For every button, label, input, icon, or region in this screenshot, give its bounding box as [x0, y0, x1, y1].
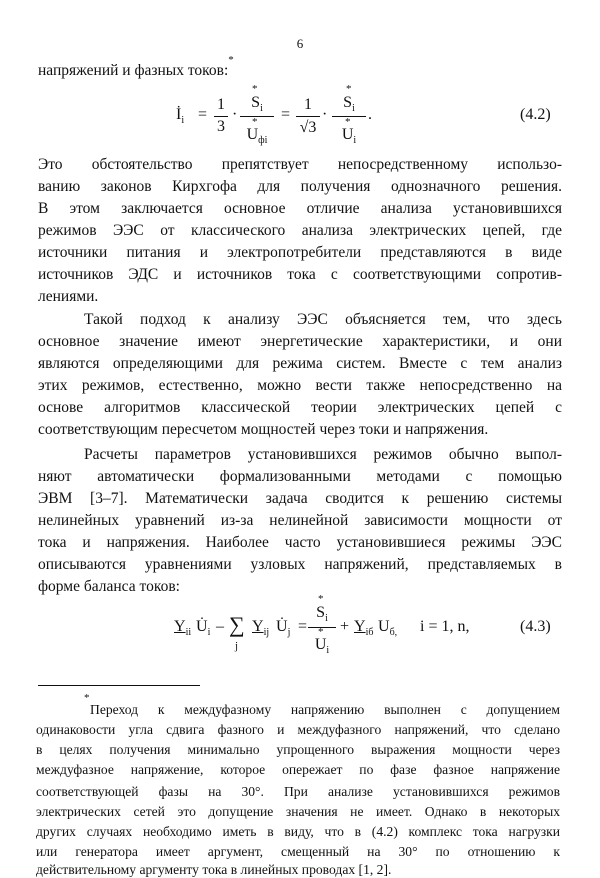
eq2-term-yib: $Y_{iб}$: [354, 618, 374, 638]
eq2-term-yii: $Y_{ii}$: [174, 618, 192, 638]
eq1-dot: ·: [232, 106, 238, 123]
eq2-term-uj: $U̇_j$: [276, 618, 291, 638]
footnote-line: Переход к междуфазному напряжению выполнен с допущением: [90, 702, 560, 717]
eq2-frac-den-star: *: [318, 626, 324, 638]
intro-text: напряжений и фазных токов:: [38, 62, 229, 79]
footnote-mark: *: [84, 692, 90, 704]
para3-line: нелинейных уравнений из-за нелинейной зависимости мощности от: [38, 512, 562, 529]
eq2-frac-num-star: *: [318, 593, 324, 605]
intro-footnote-mark: *: [228, 54, 234, 66]
eq1-coef2-den: √3: [299, 119, 317, 136]
eq2-frac-den: $U_i$: [314, 636, 330, 656]
para1-line: источников ЭДС и источников тока с соответствующими сопротив-: [38, 266, 562, 283]
eq1-coef1-den: 3: [217, 118, 225, 135]
eq1-equals-2: =: [281, 106, 291, 123]
eq1-lhs: $İ_i$: [176, 106, 185, 126]
eq1-coef2-num: 1: [304, 96, 312, 113]
eq1-coef1-bar: [214, 116, 228, 117]
para2-line: основное значение имеют энергетические характеристики, и они: [38, 333, 562, 350]
footnote-line: или генератора имеет аргумент, смещенный на 30° по отношению к: [36, 844, 560, 859]
eq1-coef1-num: 1: [217, 96, 225, 113]
eq2-frac-num: $S_i$: [316, 604, 328, 624]
eq2-index-range: i = 1, n,: [420, 618, 470, 635]
page-number: 6: [296, 36, 304, 51]
para2-line: являются определяющими для режима систем. Вместе с тем анализ: [38, 355, 562, 372]
footnote-line: других случаях необходимо иметь в виду, что в (4.2) комплекс тока нагрузки: [36, 824, 560, 839]
eq2-term-ub: $U_{б,}$: [378, 618, 398, 638]
para3-line: Расчеты параметров установившихся режимов обычно выпол-: [84, 446, 562, 463]
eq1-period: .: [368, 106, 372, 123]
para1-line: ванию законов Кирхгофа для получения однозначного решения.: [38, 178, 562, 195]
eq2-sum-index: j: [235, 640, 239, 652]
eq2-term-yij: $Y_{ij}$: [252, 618, 270, 638]
footnote-line: электрических сетей это допущение значения не имеет. Однако в некоторых: [36, 804, 560, 819]
equation-number-4-2: (4.2): [520, 106, 551, 123]
para1-line: режимов ЭЭС от классического анализа электрических цепей, где: [38, 222, 562, 239]
eq1-f2-num: $S_i$: [343, 94, 355, 114]
eq1-coef2-bar: [296, 116, 320, 117]
para3-line: тока и напряжения. Наиболее часто установившиеся режимы ЭЭС: [38, 534, 562, 551]
para1-line: лениями.: [38, 288, 99, 305]
footnote-line: одинаковости угла сдвига фазного и междуфазного напряжений, что сделано: [36, 722, 560, 737]
eq2-minus: –: [216, 618, 224, 635]
para2-line: основе алгоритмов классической теории электрических цепей с: [38, 399, 562, 416]
equation-number-4-3: (4.3): [520, 618, 551, 635]
para3-line: форме баланса токов:: [38, 578, 180, 595]
eq2-equals: =: [298, 618, 308, 635]
eq1-f1-den: $U_{фi}$: [246, 126, 268, 146]
eq1-f1-den-star: *: [252, 116, 258, 128]
eq2-term-ui: $U̇_i$: [196, 618, 211, 638]
eq1-f1-star: *: [252, 83, 258, 95]
para2-line: этих режимов, естественно, можно вести также непосредственно на: [38, 377, 562, 394]
para1-line: источники питания и электропотребители представляются в виде: [38, 244, 562, 261]
para2-line: Такой подход к анализу ЭЭС объясняется тем, что здесь: [84, 311, 562, 328]
eq2-plus: +: [340, 618, 350, 635]
eq1-dot-2: ·: [322, 106, 328, 123]
footnote-separator: [38, 685, 200, 686]
intro-line: [38, 54, 562, 80]
eq2-sum: ∑: [229, 612, 245, 637]
para3-line: няют автоматически формализованными методами с помощью: [38, 468, 562, 485]
para2-line: соответствующим пересчетом мощностей через токи и напряжения.: [38, 421, 489, 438]
footnote-line: в целях получения минимально упрощенного выражения мощности через: [36, 742, 560, 757]
eq1-equals-1: =: [198, 106, 208, 123]
eq1-f2-star: *: [346, 83, 352, 95]
eq1-f2-den-star: *: [345, 116, 351, 128]
eq1-f1-num: $S_i$: [251, 94, 263, 114]
eq1-f2-den: $U_i$: [341, 126, 357, 146]
para1-line: В этом заключается основное отличие анализа установившихся: [38, 200, 562, 217]
footnote-line: действительному аргументу тока в линейных проводах [1, 2].: [36, 862, 392, 877]
para3-line: ЭВМ [3–7]. Математически задача сводится к решению системы: [38, 490, 562, 507]
footnote-line: междуфазное напряжение, которое опережает по фазе фазное напряжение: [36, 762, 560, 777]
footnote-line: соответствующей фазы на 30°. При анализе установившихся режимов: [36, 784, 560, 799]
para3-line: описываются уравнениями узловых напряжений, представляемых в: [38, 556, 562, 573]
para1-line: Это обстоятельство препятствует непосредственному использо-: [38, 156, 562, 173]
